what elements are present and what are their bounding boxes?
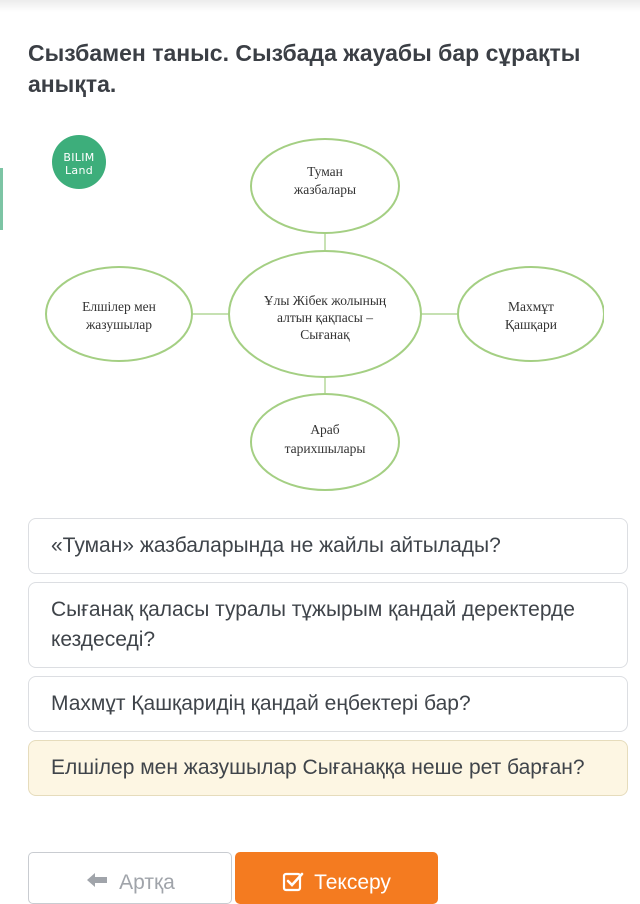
node-center <box>229 251 421 377</box>
node-center-line-1: Ұлы Жібек жолының <box>263 293 387 308</box>
node-top <box>251 139 399 233</box>
node-top-line-1: Туман <box>307 164 343 179</box>
checkbox-check-icon <box>282 871 304 893</box>
answer-option-2[interactable]: Сығанақ қаласы туралы тұжырым қандай деректерде кездеседі? <box>28 582 628 668</box>
node-left-line-1: Елшілер мен <box>82 299 156 314</box>
diagram <box>28 120 604 512</box>
back-button[interactable] <box>28 852 232 904</box>
answer-option-3[interactable]: Махмұт Қашқаридің қандай еңбектері бар? <box>28 676 628 732</box>
answer-option-1[interactable]: «Туман» жазбаларында не жайлы айтылады? <box>28 518 628 574</box>
question-title: Сызбамен таныс. Сызбада жауабы бар сұрақты анықта. <box>28 40 581 97</box>
arrow-left-icon <box>85 871 109 889</box>
bilimland-logo <box>52 135 106 189</box>
node-right-line-1: Махмұт <box>508 299 554 314</box>
answer-option-4[interactable]: Елшілер мен жазушылар Сығанаққа неше рет барған? <box>28 740 628 796</box>
node-right-line-2: Қашқари <box>505 317 557 332</box>
answer-options <box>28 518 628 804</box>
node-left-line-2: жазушылар <box>85 317 153 332</box>
node-center-line-3: Сығанақ <box>300 327 350 342</box>
node-bottom-line-1: Араб <box>310 422 340 437</box>
node-left <box>46 267 192 361</box>
logo-line-1: BILIM <box>63 151 95 164</box>
node-right <box>458 267 604 361</box>
node-bottom-line-2: тарихшылары <box>284 441 366 456</box>
check-button-label: Тексеру <box>314 871 391 894</box>
left-accent-bar <box>0 168 3 230</box>
top-shadow <box>0 0 640 12</box>
node-top-line-2: жазбалары <box>293 182 357 197</box>
node-bottom <box>251 394 399 490</box>
logo-line-2: Land <box>64 164 94 177</box>
node-center-line-2: алтын қақпасы – <box>277 310 373 325</box>
back-button-label: Артқа <box>119 871 175 894</box>
check-button[interactable] <box>235 852 438 904</box>
